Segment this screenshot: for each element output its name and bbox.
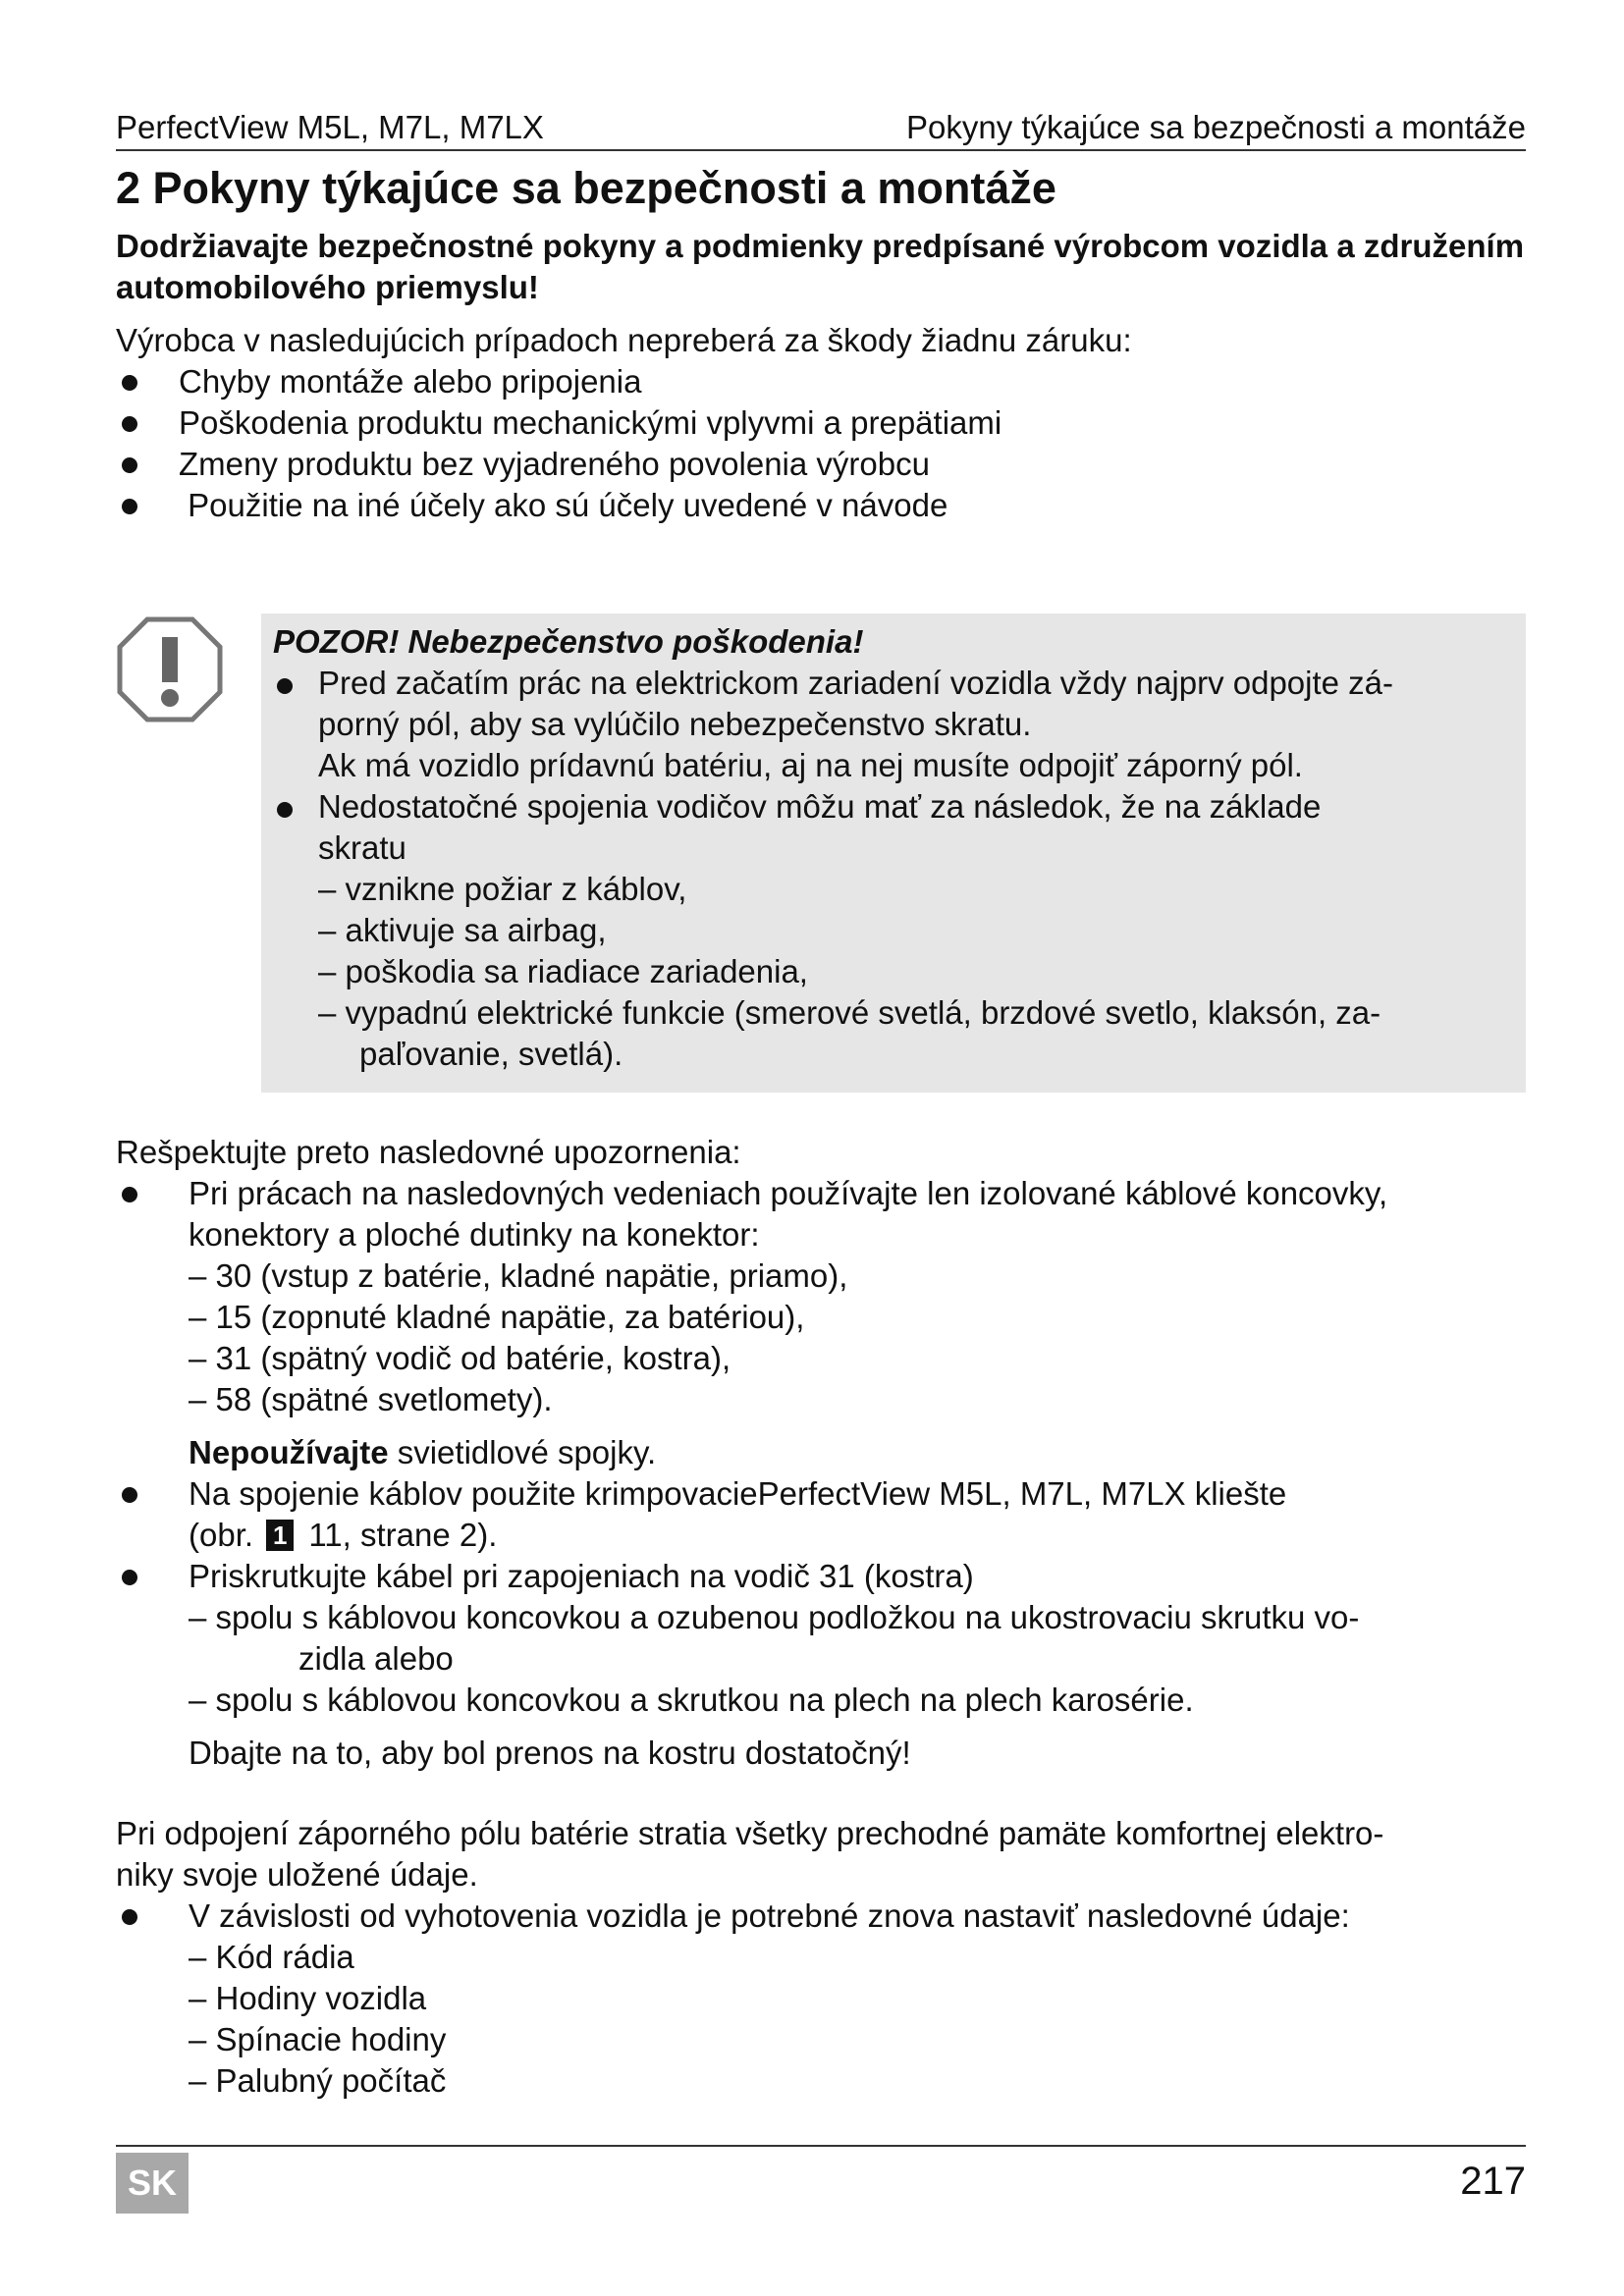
header-chapter: Pokyny týkajúce sa bezpečnosti a montáže — [905, 109, 1526, 145]
memory-item: – Kód rádia — [189, 1939, 354, 1975]
bullet-icon — [122, 1187, 137, 1202]
notes-line: – 15 (zopnuté kladné napätie, za batériou), — [189, 1299, 805, 1335]
warning-line: – vypadnú elektrické funkcie (smerové svetlá, brzdové svetlo, klaksón, za- — [318, 994, 1381, 1031]
notes-nouse-rest: svietidlové spojky. — [388, 1434, 657, 1470]
warranty-item: Poškodenia produktu mechanickými vplyvmi a prepätiami — [179, 404, 1002, 441]
notes-line: Pri prácach na nasledovných vedeniach používajte len izolované káblové koncovky, — [189, 1175, 1388, 1211]
notes-ground-line: – spolu s káblovou koncovkou a skrutkou na plech na plech karosérie. — [189, 1682, 1194, 1718]
memory-line: Pri odpojení záporného pólu batérie stratia všetky prechodné pamäte komfortnej elektro- — [116, 1815, 1384, 1851]
notes-line: – 30 (vstup z batérie, kladné napätie, priamo), — [189, 1257, 848, 1294]
crimp-ref-prefix: (obr. — [189, 1517, 263, 1553]
warranty-item: Použitie na iné účely ako sú účely uvedené v návode — [179, 487, 948, 523]
bullet-icon — [122, 416, 137, 432]
intro-paragraph: Dodržiavajte bezpečnostné pokyny a podmienky predpísané výrobcom vozidla a združením automobilového priemyslu! — [116, 228, 1525, 305]
footer-rule — [116, 2145, 1526, 2147]
bullet-icon — [122, 457, 137, 473]
crimp-ref-suffix: 11, strane 2). — [299, 1517, 498, 1553]
page-number: 217 — [1460, 2160, 1526, 2203]
notes-ground-line: – spolu s káblovou koncovkou a ozubenou podložkou na ukostrovaciu skrutku vo- — [189, 1599, 1360, 1635]
memory-item: – Spínacie hodiny — [189, 2021, 447, 2057]
warning-line: – aktivuje sa airbag, — [318, 912, 607, 948]
warning-line: Ak má vozidlo prídavnú batériu, aj na nej musíte odpojiť záporný pól. — [318, 747, 1303, 783]
warning-line: – poškodia sa riadiace zariadenia, — [318, 953, 808, 989]
bullet-icon — [122, 1570, 137, 1585]
memory-item: – Palubný počítač — [189, 2062, 447, 2099]
bullet-icon — [122, 1909, 137, 1925]
memory-bullet: V závislosti od vyhotovenia vozidla je potrebné znova nastaviť nasledovné údaje: — [189, 1897, 1350, 1934]
warranty-lead: Výrobca v nasledujúcich prípadoch nepreberá za škody žiadnu záruku: — [116, 322, 1132, 358]
warning-line: – vznikne požiar z káblov, — [318, 871, 687, 907]
bullet-icon — [122, 375, 137, 391]
notes-nouse — [189, 1432, 656, 1473]
bullet-icon — [277, 678, 293, 694]
notes-line: – 58 (spätné svetlomety). — [189, 1381, 553, 1417]
memory-line: niky svoje uložené údaje. — [116, 1856, 478, 1893]
bullet-icon — [122, 499, 137, 514]
notes-nouse-bold: Nepoužívajte — [189, 1434, 389, 1470]
warning-title: POZOR! Nebezpečenstvo poškodenia! — [273, 623, 864, 660]
warning-line: paľovanie, svetlá). — [359, 1036, 623, 1072]
notes-ground-tail: Dbajte na to, aby bol prenos na kostru dostatočný! — [189, 1735, 911, 1771]
memory-item: – Hodiny vozidla — [189, 1980, 427, 2016]
warning-line: porný pól, aby sa vylúčilo nebezpečenstvo skratu. — [318, 706, 1032, 742]
warning-exclamation-icon — [116, 615, 224, 723]
document-page — [116, 0, 1526, 2296]
bullet-icon — [277, 802, 293, 818]
figure-number-badge: 1 — [266, 1520, 294, 1551]
bullet-icon — [122, 1487, 137, 1503]
warranty-item: Zmeny produktu bez vyjadreného povolenia výrobcu — [179, 446, 930, 482]
notes-line: konektory a ploché dutinky na konektor: — [189, 1216, 760, 1253]
warning-line: skratu — [318, 829, 406, 866]
warning-line: Nedostatočné spojenia vodičov môžu mať za následok, že na základe — [318, 788, 1322, 825]
language-badge: SK — [116, 2153, 189, 2214]
running-header — [116, 106, 1526, 151]
notes-line: – 31 (spätný vodič od batérie, kostra), — [189, 1340, 731, 1376]
notes-ground-line: Priskrutkujte kábel pri zapojeniach na vodič 31 (kostra) — [189, 1558, 974, 1594]
notes-crimp-line: Na spojenie káblov použite krimpovaciePerfectView M5L, M7L, M7LX kliešte — [189, 1475, 1287, 1512]
warranty-item: Chyby montáže alebo pripojenia — [179, 363, 642, 400]
notes-lead: Rešpektujte preto nasledovné upozornenia: — [116, 1134, 741, 1170]
warning-line: Pred začatím prác na elektrickom zariadení vozidla vždy najprv odpojte zá- — [318, 665, 1394, 701]
notes-crimp-line — [189, 1515, 497, 1556]
header-product: PerfectView M5L, M7L, M7LX — [116, 109, 544, 145]
section-title: 2 Pokyny týkajúce sa bezpečnosti a montáže — [116, 163, 1056, 213]
notes-ground-line: zidla alebo — [298, 1640, 454, 1677]
